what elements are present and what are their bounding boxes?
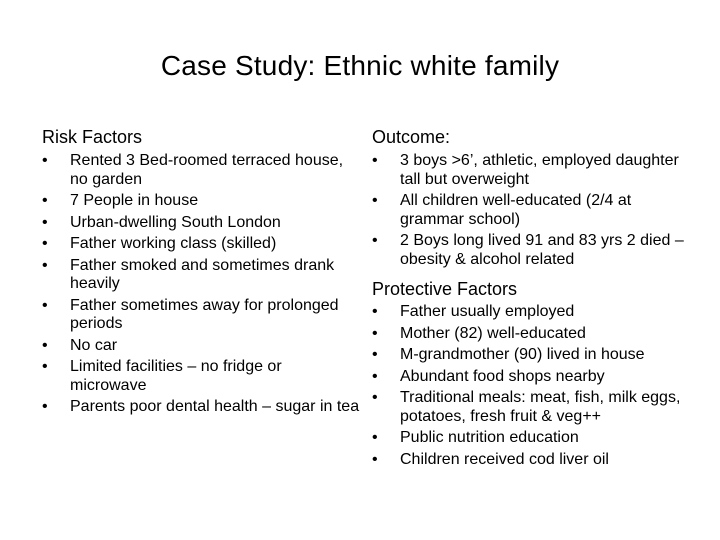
list-item: • Rented 3 Bed-roomed terraced house, no garden xyxy=(42,152,362,189)
list-item: • Abundant food shops nearby xyxy=(372,368,692,387)
list-item: • Father working class (skilled) xyxy=(42,235,362,254)
list-item: • 7 People in house xyxy=(42,192,362,211)
risk-factors-list xyxy=(42,152,362,420)
list-item: • Limited facilities – no fridge or microwave xyxy=(42,358,362,395)
list-item: • Urban-dwelling South London xyxy=(42,214,362,233)
list-item: • Children received cod liver oil xyxy=(372,451,692,470)
outcome-list xyxy=(372,152,692,272)
list-item: • Traditional meals: meat, fish, milk eggs, potatoes, fresh fruit & veg++ xyxy=(372,389,692,426)
protective-factors-heading: Protective Factors xyxy=(372,279,518,299)
risk-factors-heading: Risk Factors xyxy=(42,127,143,147)
list-item: • M-grandmother (90) lived in house xyxy=(372,346,692,365)
list-item: • 2 Boys long lived 91 and 83 yrs 2 died – obesity & alcohol related xyxy=(372,232,692,269)
list-item: • Father usually employed xyxy=(372,303,692,322)
list-item: • All children well-educated (2/4 at grammar school) xyxy=(372,192,692,229)
list-item: • No car xyxy=(42,337,362,356)
list-item: • 3 boys >6’, athletic, employed daughter tall but overweight xyxy=(372,152,692,189)
list-item: • Public nutrition education xyxy=(372,429,692,448)
list-item: • Father smoked and sometimes drank heavily xyxy=(42,257,362,294)
protective-factors-list xyxy=(372,303,692,472)
slide-title: Case Study: Ethnic white family xyxy=(160,50,560,81)
outcome-heading: Outcome: xyxy=(372,127,451,147)
list-item: • Father sometimes away for prolonged periods xyxy=(42,297,362,334)
list-item: • Mother (82) well-educated xyxy=(372,325,692,344)
list-item: • Parents poor dental health – sugar in tea xyxy=(42,398,362,417)
